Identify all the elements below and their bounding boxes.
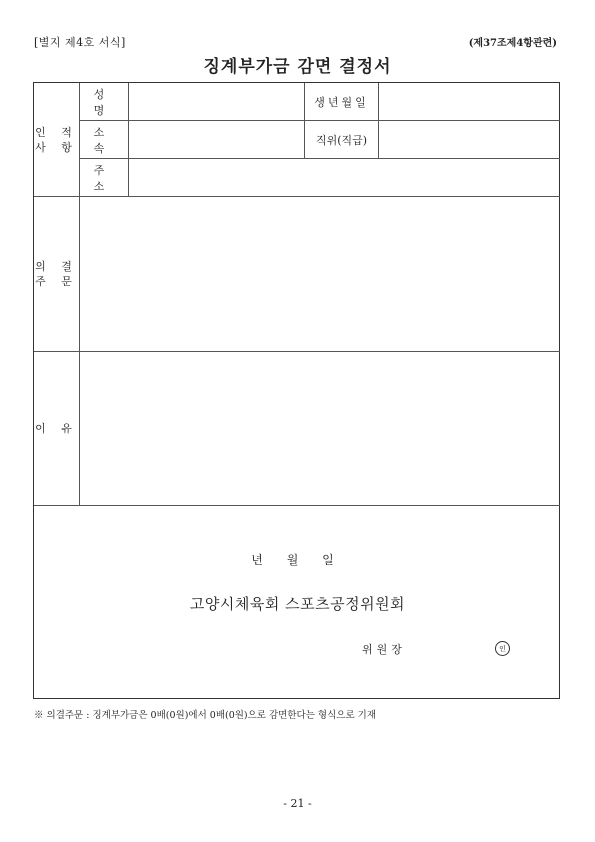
reason-section-label: 이 유 <box>35 422 78 435</box>
seal-mark: 인 <box>495 641 510 656</box>
affiliation-field[interactable] <box>129 121 304 158</box>
resolution-label-line2: 주 문 <box>35 275 78 288</box>
birthdate-label: 생년월일 <box>314 95 369 109</box>
address-label: 주 소 <box>93 163 115 193</box>
decision-date: 년 월 일 <box>251 553 344 567</box>
resolution-section-label <box>34 197 79 351</box>
position-field[interactable] <box>379 121 560 158</box>
reason-field[interactable] <box>80 352 560 505</box>
article-reference: (제37조제4항관련) <box>468 38 557 49</box>
affiliation-label: 소 속 <box>93 125 115 155</box>
page-number: - 21 - <box>283 797 312 810</box>
address-field[interactable] <box>129 159 560 196</box>
name-label: 성 명 <box>93 87 115 117</box>
position-label: 직위(직급) <box>315 133 368 147</box>
section-divider-reason <box>34 505 560 506</box>
resolution-field[interactable] <box>80 197 560 351</box>
form-number-tag: [별지 제4호 서식] <box>34 36 126 49</box>
footnote: ※ 의결주문 : 징계부가금은 0배(0원)에서 0배(0원)으로 감면한다는 형식으로 기재 <box>34 710 376 721</box>
name-field[interactable] <box>129 83 304 120</box>
personal-label-line1: 인 적 <box>35 125 78 139</box>
committee-name: 고양시체육회 스포츠공정위원회 <box>189 595 406 613</box>
document-title: 징계부가금 감면 결정서 <box>203 57 392 77</box>
resolution-label-line1: 의 결 <box>35 260 78 273</box>
birthdate-field[interactable] <box>379 83 560 120</box>
chairperson-label: 위원장 <box>362 643 406 656</box>
personal-info-section-label <box>34 83 79 196</box>
personal-label-line2: 사 항 <box>35 140 78 154</box>
